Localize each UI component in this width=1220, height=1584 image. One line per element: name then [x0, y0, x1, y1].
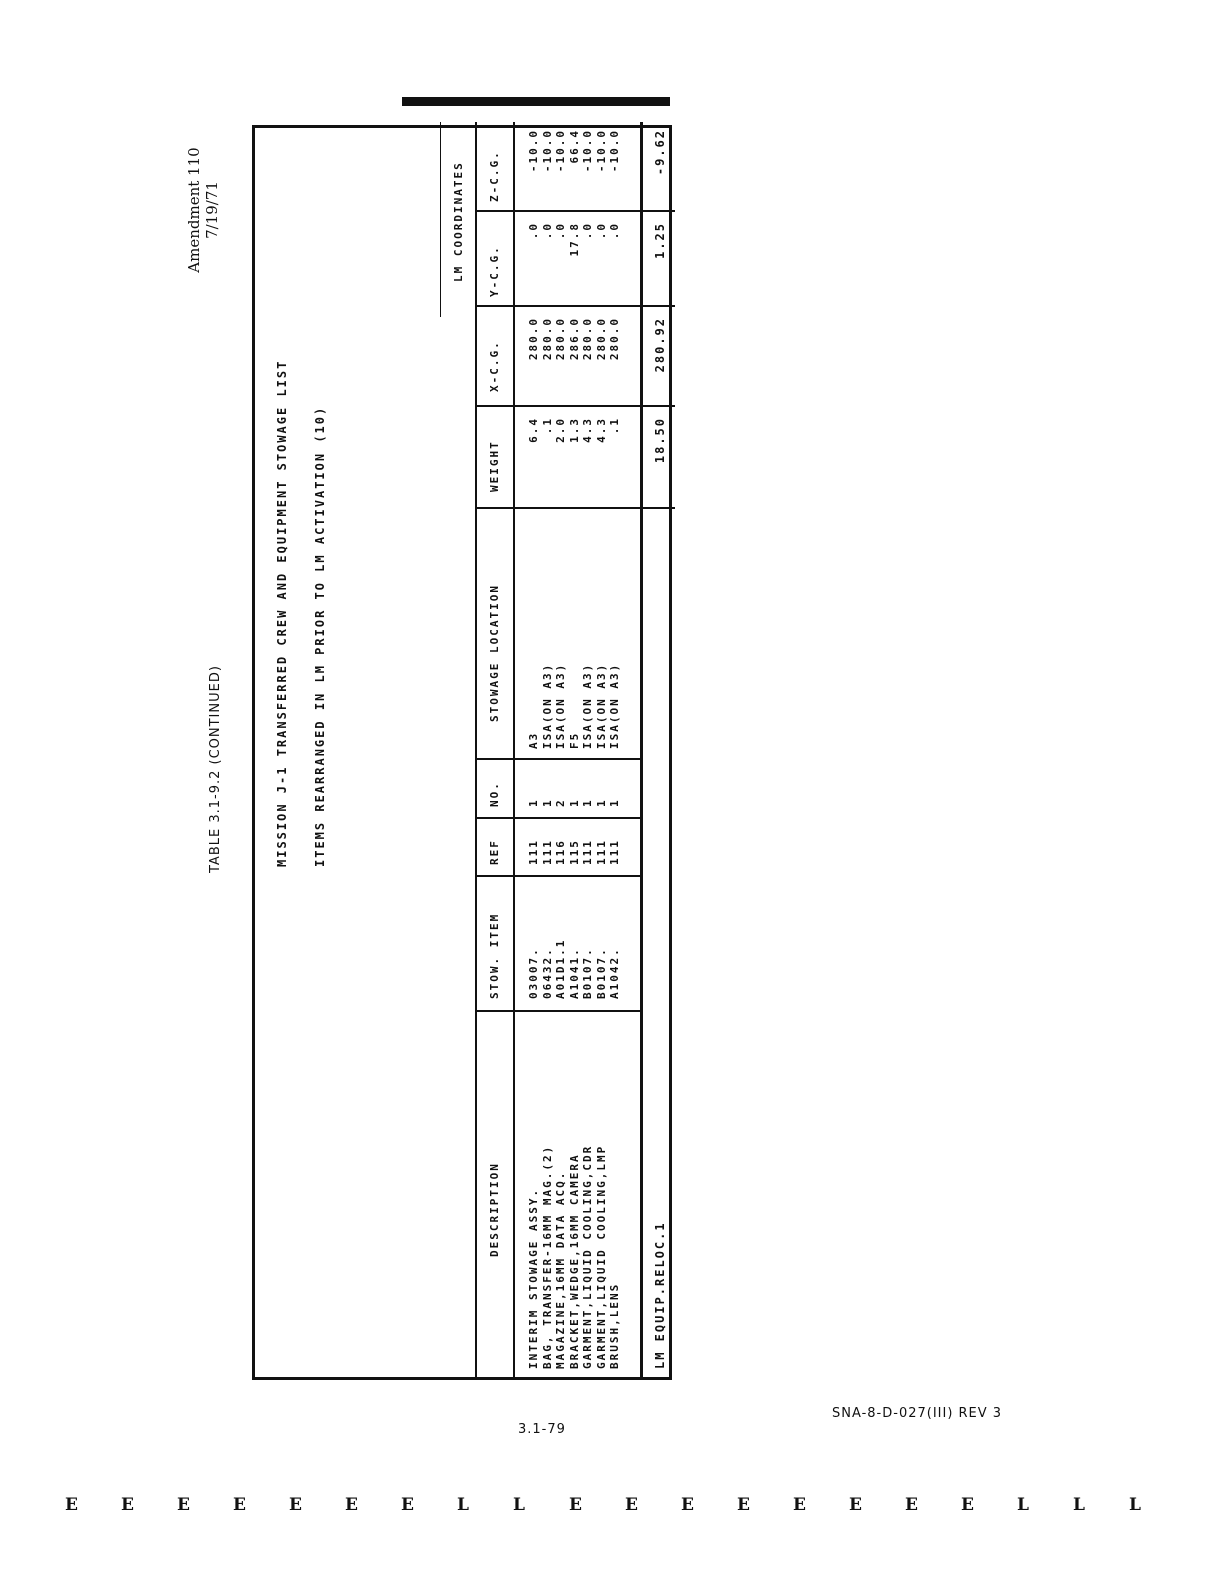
- cell-weight: 4.3: [581, 417, 594, 443]
- cell-weight: .1: [608, 417, 621, 435]
- total-weight: 18.50: [653, 417, 667, 464]
- cell-location: ISA(ON A3): [581, 662, 594, 749]
- cell-no: 1: [540, 798, 554, 807]
- cell-ref: 111: [594, 839, 608, 865]
- total-label: LM EQUIP.RELOC.1: [653, 1221, 667, 1369]
- cell-description: MAGAZINE,16MM DATA ACQ.: [554, 1170, 567, 1369]
- cell-weight: 1.3: [567, 417, 581, 443]
- cell-stow-item: B0107.: [581, 947, 594, 999]
- cell-location: ISA(ON A3): [540, 662, 554, 749]
- col-no: NO.: [488, 781, 501, 807]
- cell-y: .0: [554, 222, 567, 240]
- col-sep-4: [475, 758, 640, 760]
- revision-bar: [402, 97, 670, 106]
- cell-weight: 4.3: [594, 417, 608, 443]
- cell-x: 280.0: [594, 317, 608, 361]
- cell-no: 1: [608, 798, 621, 807]
- cell-no: 1: [527, 798, 540, 807]
- table-title: MISSION J-1 TRANSFERRED CREW AND EQUIPMENT STOWAGE LIST: [275, 359, 289, 867]
- cell-no: 1: [581, 798, 594, 807]
- amendment-date: 7/19/71: [203, 181, 221, 239]
- cell-no: 2: [554, 798, 567, 807]
- col-weight: WEIGHT: [488, 440, 501, 492]
- cell-x: 280.0: [527, 317, 540, 361]
- cell-y: .0: [527, 222, 540, 240]
- col-ref: REF: [488, 839, 501, 865]
- cell-description: BAG, TRANSFER-16MM MAG.(2): [540, 1144, 554, 1369]
- cell-description: GARMENT,LIQUID COOLING,LMP: [594, 1144, 608, 1369]
- cell-x: 286.0: [567, 317, 581, 361]
- footer-mark: L: [1017, 1495, 1029, 1515]
- cell-stow-item: A1041.: [567, 947, 581, 999]
- col-z: Z-C.G.: [488, 150, 501, 202]
- cell-z: -10.0: [608, 129, 621, 173]
- cell-location: ISA(ON A3): [608, 662, 621, 749]
- cell-stow-item: A01D1.1: [554, 938, 567, 999]
- cell-weight: 2.0: [554, 417, 567, 443]
- cell-x: 280.0: [554, 317, 567, 361]
- cell-ref: 116: [554, 839, 567, 865]
- header-bottom-rule: [513, 122, 515, 1377]
- footer-mark: E: [121, 1495, 134, 1515]
- total-x: 280.92: [653, 317, 667, 373]
- col-stow-item: STOW. ITEM: [488, 912, 501, 999]
- cell-location: ISA(ON A3): [594, 662, 608, 749]
- footer-mark: E: [737, 1495, 750, 1515]
- footer-mark: E: [961, 1495, 974, 1515]
- cell-y: .0: [608, 222, 621, 240]
- cell-ref: 111: [608, 839, 621, 865]
- footer-mark: E: [849, 1495, 862, 1515]
- cell-stow-item: 06432.: [540, 947, 554, 999]
- col-sep-7: [475, 305, 675, 307]
- col-x: X-C.G.: [488, 340, 501, 392]
- cell-weight: 6.4: [527, 417, 540, 443]
- cell-y: .0: [540, 222, 554, 240]
- cell-x: 280.0: [540, 317, 554, 361]
- cell-stow-item: 03007.: [527, 947, 540, 999]
- col-sep-3: [475, 817, 640, 819]
- cell-stow-item: B0107.: [594, 947, 608, 999]
- cell-z: -10.0: [581, 129, 594, 173]
- footer-mark: E: [681, 1495, 694, 1515]
- cell-location: A3: [527, 731, 540, 749]
- cell-z: -10.0: [527, 129, 540, 173]
- cell-ref: 111: [527, 839, 540, 865]
- col-sep-6: [475, 405, 675, 407]
- col-sep-8: [475, 210, 675, 212]
- cell-stow-item: A1042.: [608, 947, 621, 999]
- total-y: 1.25: [653, 222, 667, 259]
- total-z: -9.62: [653, 129, 667, 176]
- cell-z: -10.0: [594, 129, 608, 173]
- stowage-table-rotated: [252, 125, 672, 1380]
- stowage-table: [252, 125, 672, 1380]
- cell-ref: 111: [540, 839, 554, 865]
- cell-x: 280.0: [581, 317, 594, 361]
- coord-group-rule: [440, 122, 441, 317]
- footer-mark: E: [625, 1495, 638, 1515]
- footer-mark: E: [65, 1495, 78, 1515]
- col-sep-5: [475, 507, 675, 509]
- footer-mark: E: [793, 1495, 806, 1515]
- footer-mark: E: [905, 1495, 918, 1515]
- footer-mark: L: [1073, 1495, 1085, 1515]
- cell-y: 17.8: [567, 222, 581, 257]
- col-description: DESCRIPTION: [488, 1162, 501, 1257]
- col-location: STOWAGE LOCATION: [488, 584, 501, 722]
- cell-z: -10.0: [540, 129, 554, 173]
- amendment-block: [185, 140, 221, 280]
- col-sep-2: [475, 875, 640, 877]
- total-rule: [640, 122, 643, 1377]
- table-subtitle: ITEMS REARRANGED IN LM PRIOR TO LM ACTIVATION (10): [313, 405, 327, 867]
- cell-description: GARMENT,LIQUID COOLING,CDR: [581, 1144, 594, 1369]
- page-number: 3.1-79: [518, 1422, 566, 1437]
- cell-description: BRUSH,LENS: [608, 1282, 621, 1369]
- col-sep-1: [475, 1010, 640, 1012]
- cell-location: F5: [567, 731, 581, 749]
- cell-z: -10.0: [554, 129, 567, 173]
- cell-no: 1: [594, 798, 608, 807]
- cell-location: ISA(ON A3): [554, 662, 567, 749]
- document-id: SNA-8-D-027(III) REV 3: [832, 1406, 1003, 1421]
- footer-mark: L: [513, 1495, 525, 1515]
- col-y: Y-C.G.: [488, 245, 501, 297]
- cell-weight: .1: [540, 417, 554, 435]
- footer-mark: E: [177, 1495, 190, 1515]
- table-caption: TABLE 3.1-9.2 (CONTINUED): [208, 665, 223, 873]
- cell-z: 66.4: [567, 129, 581, 164]
- footer-mark: E: [289, 1495, 302, 1515]
- cell-ref: 111: [581, 839, 594, 865]
- cell-y: .0: [594, 222, 608, 240]
- footer-mark: E: [233, 1495, 246, 1515]
- cell-no: 1: [567, 798, 581, 807]
- header-top-rule: [475, 122, 477, 1377]
- footer-mark: E: [345, 1495, 358, 1515]
- cell-description: INTERIM STOWAGE ASSY.: [527, 1187, 540, 1369]
- footer-mark: E: [401, 1495, 414, 1515]
- footer-mark: L: [1129, 1495, 1141, 1515]
- cell-y: .0: [581, 222, 594, 240]
- coord-group-label: LM COORDINATES: [452, 161, 465, 282]
- cell-description: BRACKET,WEDGE,16MM CAMERA: [567, 1153, 581, 1369]
- footer-mark: L: [457, 1495, 469, 1515]
- cell-x: 280.0: [608, 317, 621, 361]
- footer-mark: E: [569, 1495, 582, 1515]
- cell-ref: 115: [567, 839, 581, 865]
- amendment-label: Amendment 110: [185, 147, 203, 273]
